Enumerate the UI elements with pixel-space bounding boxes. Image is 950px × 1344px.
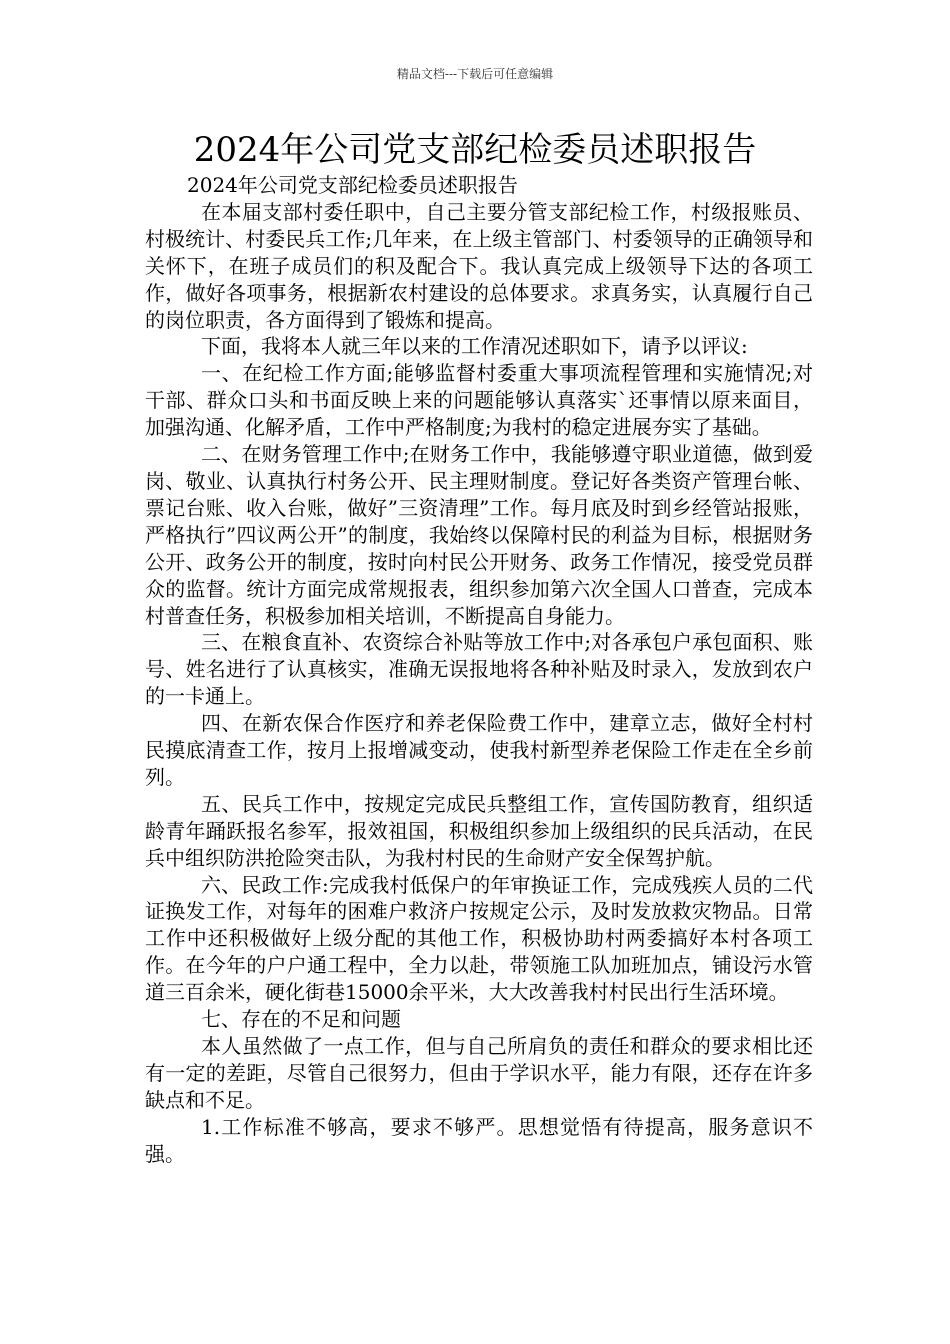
- subtitle-paragraph: 2024年公司党支部纪检委员述职报告: [187, 173, 518, 197]
- section-shortcomings-heading: 七、存在的不足和问题: [201, 1007, 401, 1032]
- section-civil-affairs-paragraph: 六、民政工作:完成我村低保户的年审换证工作，完成残疾人员的二代证换发工作，对每年的困难户救济户按规定公示，及时发放救灾物品。日常工作中还积极做好上级分配的其他工作，积极协助村两委搞好本村各项工作。在今年的户户通工程中，全力以赴，带领施工队加班加点，铺设污水管道三百余米，硬化街巷15000余平米，大大改善我村村民出行生活环境。: [145, 872, 813, 1005]
- intro-paragraph: 在本届支部村委任职中，自己主要分管支部纪检工作，村级报账员、村极统计、村委民兵工作;几年来，在上级主管部门、村委领导的正确领导和关怀下，在班子成员们的积及配合下。我认真完成上级领导下达的各项工作，做好各项事务，根据新农村建设的总体要求。求真务实，认真履行自己的岗位职责，各方面得到了锻炼和提高。: [145, 199, 813, 332]
- section-militia-paragraph: 五、民兵工作中，按规定完成民兵整组工作，宣传国防教育，组织适龄青年踊跃报名参军，报效祖国，积极组织参加上级组织的民兵活动，在民兵中组织防洪抢险突击队，为我村村民的生命财产安全保驾护航。: [145, 791, 813, 870]
- header-note: 精品文档---下载后可任意编辑: [396, 67, 554, 81]
- shortcomings-paragraph: 本人虽然做了一点工作，但与自己所肩负的责任和群众的要求相比还有一定的差距，尽管自己很努力，但由于学识水平，能力有限，还存在许多缺点和不足。: [145, 1034, 813, 1112]
- section-finance-paragraph: 二、在财务管理工作中;在财务工作中，我能够遵守职业道德，做到爱岗、敬业、认真执行村务公开、民主理财制度。登记好各类资产管理台帐、票记台账、收入台账，做好”三资清理”工作。每月底及时到乡经管站报账，严格执行”四议两公开”的制度，我始终以保障村民的利益为目标，根据财务公开、政务公开的制度，按时向村民公开财务、政务工作情况，接受党员群众的监督。统计方面完成常规报表，组织参加第六次全国人口普查，完成本村普查任务，积极参加相关培训，不断提高自身能力。: [145, 442, 813, 628]
- preface-paragraph: 下面，我将本人就三年以来的工作清况述职如下，请予以评议:: [201, 334, 748, 359]
- section-subsidy-paragraph: 三、在粮食直补、农资综合补贴等放工作中;对各承包户承包面积、账号、姓名进行了认真核实，准确无误报地将各种补贴及时录入，发放到农户的一卡通上。: [145, 630, 813, 709]
- document-title: 2024年公司党支部纪检委员述职报告: [193, 130, 757, 170]
- document-body: [145, 172, 813, 1168]
- section-discipline-paragraph: 一、在纪检工作方面;能够监督村委重大事项流程管理和实施情况;对干部、群众口头和书面反映上来的问题能够认真落实`还事情以原来面目，加强沟通、化解矛盾，工作中严格制度;为我村的稳定进展夯实了基础。: [145, 361, 813, 440]
- shortcoming-item-1: 1.工作标准不够高，要求不够严。思想觉悟有待提高，服务意识不强。: [145, 1114, 813, 1166]
- section-insurance-paragraph: 四、在新农保合作医疗和养老保险费工作中，建章立志，做好全村村民摸底清查工作，按月上报增减变动，使我村新型养老保险工作走在全乡前列。: [145, 711, 813, 789]
